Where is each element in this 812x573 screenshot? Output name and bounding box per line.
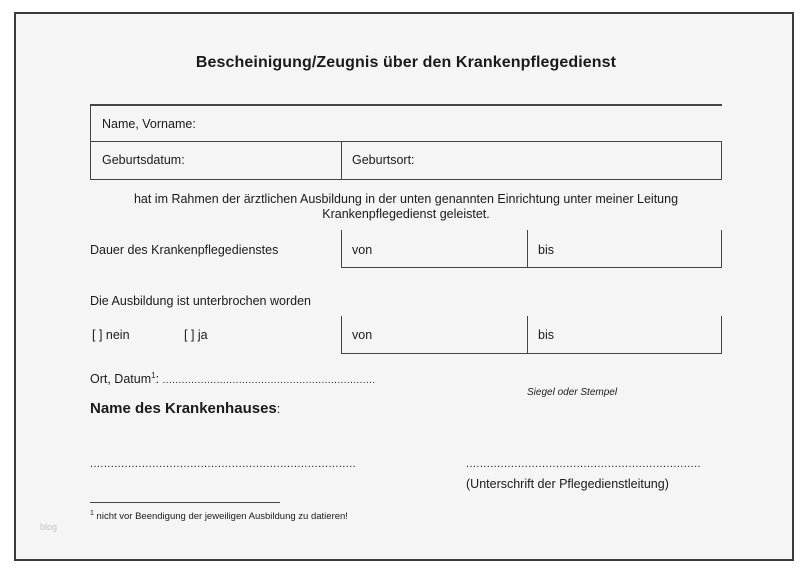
right-signature-dots: .................................................................... bbox=[466, 458, 702, 470]
footnote-ref: 1 bbox=[90, 510, 94, 517]
interruption-option-no: [ ] nein bbox=[92, 328, 130, 342]
place-date-separator: : bbox=[155, 372, 160, 387]
place-date-dots: ................................................................... bbox=[162, 375, 376, 387]
place-date-label: Ort, Datum bbox=[90, 372, 152, 387]
birthdate-field-label: Geburtsdatum: bbox=[102, 153, 185, 167]
hospital-name-line bbox=[90, 400, 280, 418]
interruption-to-label: bis bbox=[538, 328, 554, 342]
place-date-footnote-ref: 1 bbox=[151, 371, 156, 380]
box-divider bbox=[341, 141, 342, 179]
duration-bottom-border bbox=[341, 267, 722, 268]
duration-right-border bbox=[721, 230, 722, 268]
duration-from-divider bbox=[341, 230, 342, 268]
box-right-border bbox=[721, 141, 722, 179]
duration-from-label: von bbox=[352, 243, 373, 257]
document-frame bbox=[14, 12, 794, 561]
box-middle-border bbox=[90, 141, 722, 142]
birthplace-field-label: Geburtsort: bbox=[352, 153, 415, 167]
hospital-name-label: Name des Krankenhauses bbox=[90, 400, 277, 417]
document-title: Bescheinigung/Zeugnis über den Krankenpflegedienst bbox=[195, 54, 617, 71]
right-signature-caption: (Unterschrift der Pflegedienstleitung) bbox=[466, 477, 669, 491]
footnote-separator bbox=[90, 502, 280, 503]
box-bottom-border bbox=[90, 179, 722, 180]
statement-line-2: Krankenpflegedienst geleistet. bbox=[322, 207, 490, 221]
interruption-from-divider bbox=[341, 316, 342, 354]
hospital-name-suffix: : bbox=[276, 402, 281, 416]
place-date-line bbox=[90, 371, 376, 386]
interruption-option-yes: [ ] ja bbox=[184, 328, 208, 342]
footnote-text: nicht vor Beendigung der jeweiligen Ausbildung zu datieren! bbox=[96, 511, 348, 523]
duration-label: Dauer des Krankenpflegedienstes bbox=[90, 243, 279, 257]
statement-line-1: hat im Rahmen der ärztlichen Ausbildung in der unten genannten Einrichtung unter meiner Leitung bbox=[133, 192, 679, 206]
seal-label: Siegel oder Stempel bbox=[527, 387, 618, 398]
box-top-border bbox=[90, 104, 722, 106]
duration-to-divider bbox=[527, 230, 528, 268]
interruption-from-label: von bbox=[352, 328, 373, 342]
interruption-label: Die Ausbildung ist unterbrochen worden bbox=[90, 294, 311, 308]
watermark: blog bbox=[40, 522, 58, 532]
interruption-bottom-border bbox=[341, 353, 722, 354]
name-field-label: Name, Vorname: bbox=[102, 117, 196, 131]
duration-to-label: bis bbox=[538, 243, 554, 257]
interruption-right-border bbox=[721, 316, 722, 354]
interruption-to-divider bbox=[527, 316, 528, 354]
footnote bbox=[90, 510, 348, 522]
left-signature-dots: ............................................................................. bbox=[90, 458, 357, 470]
